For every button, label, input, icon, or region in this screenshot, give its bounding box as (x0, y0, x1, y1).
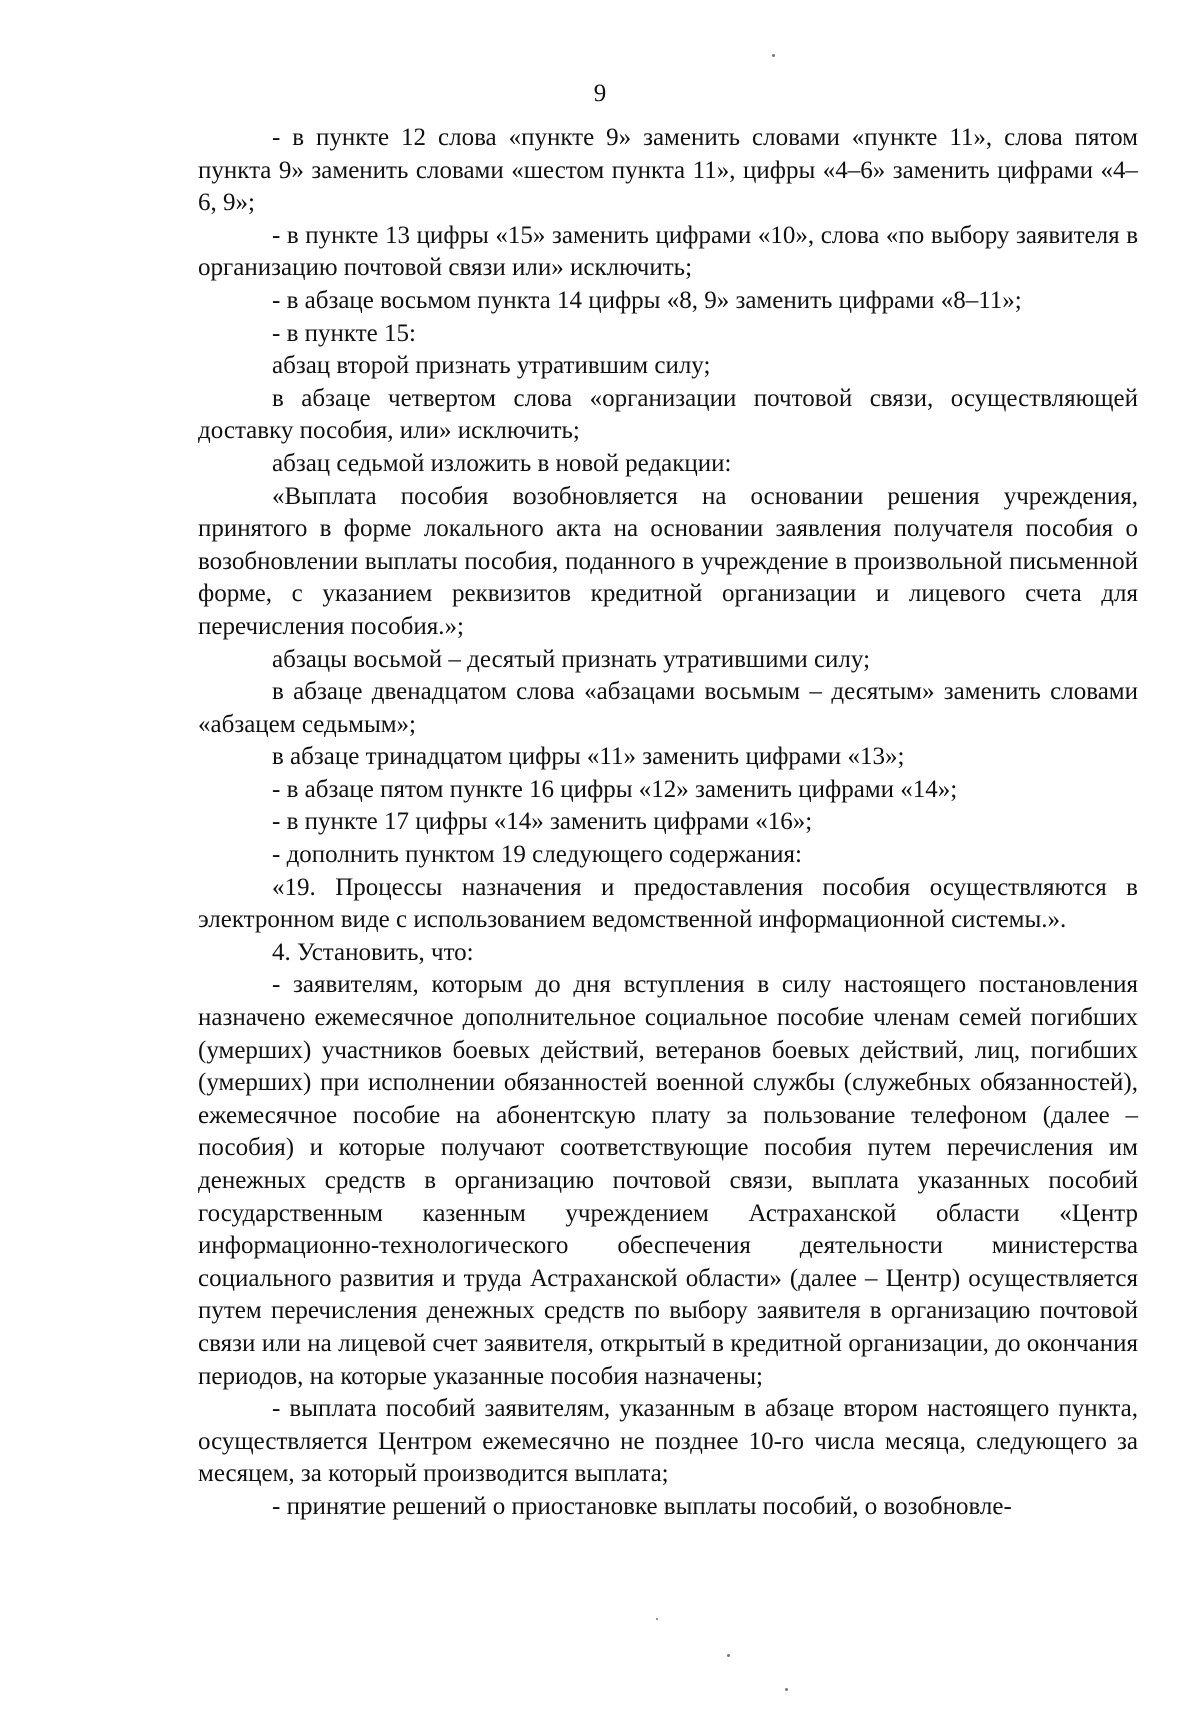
paragraph-6: в абзаце четвертом слова «организации почтовой связи, осуществляющей доставку пособия, или» исключить; (198, 384, 1138, 445)
paragraph-14: - дополнить пунктом 19 следующего содержания: (272, 841, 802, 869)
paragraph-5: абзац второй признать утратившим силу; (272, 352, 711, 380)
paragraph-18: - выплата пособий заявителям, указанным в абзаце втором настоящего пункта, осуществляется Центром ежемесячно не позднее 10-го числа месяца, следующего за месяцем, за который производится выплата; (198, 1395, 1138, 1488)
paragraph-3: - в абзаце восьмом пункта 14 цифры «8, 9» заменить цифрами «8–11»; (272, 286, 1022, 314)
paragraph-13: - в пункте 17 цифры «14» заменить цифрами «16»; (272, 808, 813, 836)
paragraph-7: абзац седьмой изложить в новой редакции: (272, 449, 732, 477)
page-number: 9 (593, 80, 607, 107)
scan-speck (785, 1688, 788, 1691)
scan-speck (656, 1618, 658, 1620)
paragraph-8: «Выплата пособия возобновляется на основании решения учреждения, принятого в форме локального акта на основании заявления получателя пособия о возобновлении выплаты пособия, поданного в учреждение в произвольной письменной форме, с указанием реквизитов кредитной организации и лицевого счета для перечисления пособия.»; (198, 482, 1138, 640)
paragraph-15: «19. Процессы назначения и предоставления пособия осуществляются в электронном виде с использованием ведомственной информационной системы.». (198, 873, 1138, 934)
scan-speck (727, 1654, 730, 1657)
paragraph-17: - заявителям, которым до дня вступления в силу настоящего постановления назначено ежемесячное дополнительное социальное пособие членам семей погибших (умерших) участников боевых действий, ветеранов боевых действий, лиц, погибших (умерших) при исполнении обязанностей военной службы (служебных обязанностей), ежемесячное пособие на абонентскую плату за пользование телефоном (далее – пособия) и которые получают соответствующие пособия путем перечисления им денежных средств в организацию почтовой связи, выплата указанных пособий государственным казенным учреждением Астраханской области «Центр информационно-технологического обеспечения деятельности министерства социального развития и труда Астраханской области» (далее – Центр) осуществляется путем перечисления денежных средств по выбору заявителя в организацию почтовой связи или на лицевой счет заявителя, открытый в кредитной организации, до окончания периодов, на которые указанные пособия назначены; (198, 971, 1138, 1390)
paragraph-2: - в пункте 13 цифры «15» заменить цифрами «10», слова «по выбору заявителя в организацию почтовой связи или» исключить; (198, 221, 1138, 282)
paragraph-19: - принятие решений о приостановке выплаты пособий, о возобновле- (272, 1492, 1012, 1520)
paragraph-11: в абзаце тринадцатом цифры «11» заменить цифрами «13»; (272, 743, 905, 771)
paragraph-4: - в пункте 15: (272, 319, 416, 347)
paragraph-10: в абзаце двенадцатом слова «абзацами восьмым – десятым» заменить словами «абзацем седьмым»; (198, 678, 1138, 738)
document-body (198, 122, 1138, 1524)
paragraph-12: - в абзаце пятом пункте 16 цифры «12» заменить цифрами «14»; (272, 775, 958, 803)
paragraph-1: - в пункте 12 слова «пункте 9» заменить словами «пункте 11», слова пятом пункта 9» заменить словами «шестом пункта 11», цифры «4–6» заменить цифрами «4–6, 9»; (198, 124, 1138, 217)
paragraph-16: 4. Установить, что: (272, 938, 474, 966)
scan-speck (772, 54, 775, 57)
paragraph-9: абзацы восьмой – десятый признать утратившими силу; (272, 645, 871, 673)
